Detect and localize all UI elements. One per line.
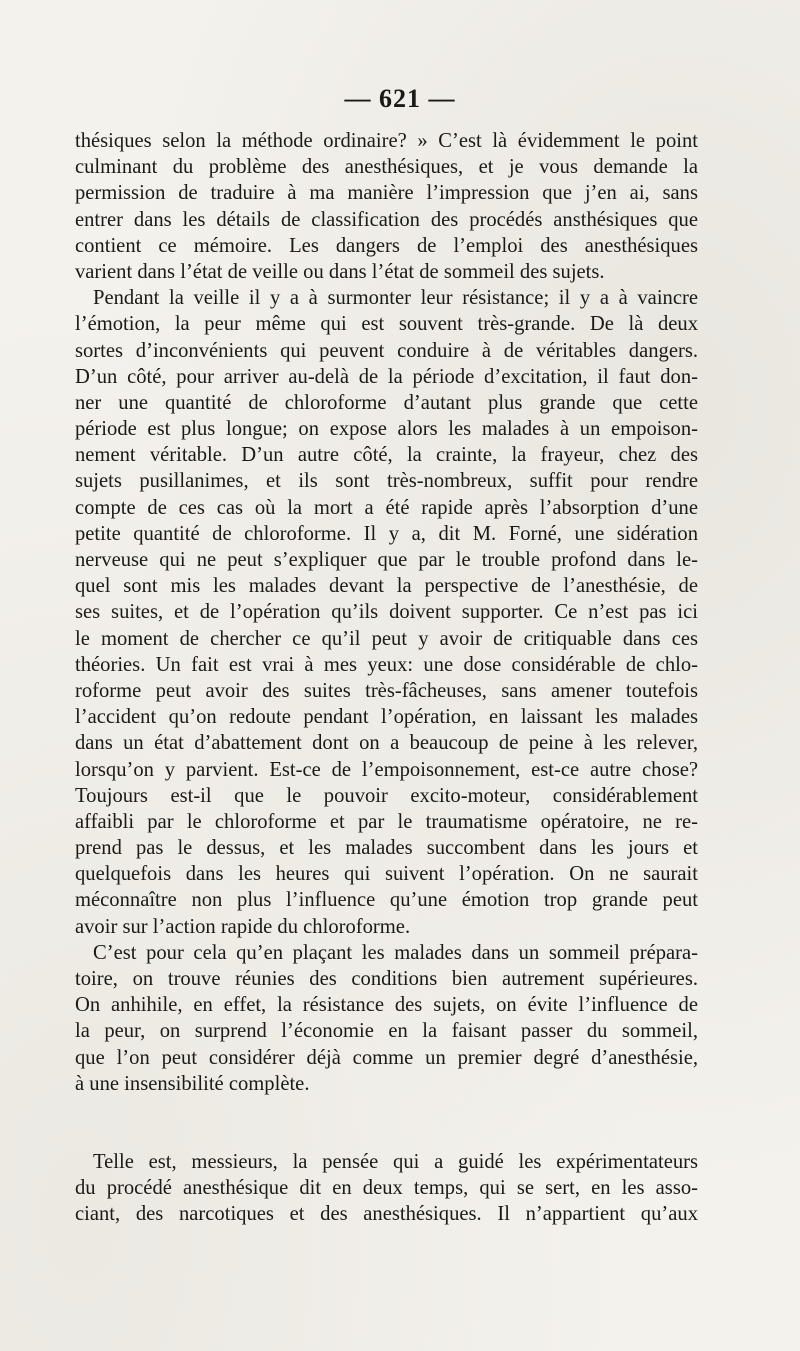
body-text (75, 128, 698, 1228)
text-line: nerveuse qui ne peut s’expliquer que par le trouble profond dans le- (75, 549, 698, 571)
text-line: entrer dans les détails de classification des procédés ansthésiques que (75, 208, 698, 231)
text-line: contient ce mémoire. Les dangers de l’emploi des anesthésiques (75, 234, 698, 257)
text-line: nement véritable. D’un autre côté, la crainte, la frayeur, chez des (75, 444, 698, 467)
text-line: avoir sur l’action rapide du chloroforme. (75, 915, 411, 938)
text-line: à une insensibilité complète. (75, 1072, 310, 1095)
text-line: quel sont mis les malades devant la perspective de l’anesthésie, de (75, 575, 698, 598)
text-line: prend pas le dessus, et les malades succombent dans les jours et (75, 837, 698, 860)
text-line: la peur, on surprend l’économie en la faisant passer du sommeil, (75, 1020, 698, 1043)
paragraph (75, 1149, 698, 1228)
text-line: ses suites, et de l’opération qu’ils doivent supporter. Ce n’est pas ici (75, 601, 698, 624)
text-line: thésiques selon la méthode ordinaire? » C’est là évidemment le point (75, 130, 698, 152)
text-line: Pendant la veille il y a à surmonter leur résistance; il y a à vaincre (93, 287, 698, 310)
text-line: permission de traduire à ma manière l’impression que j’en ai, sans (75, 182, 698, 205)
text-line: culminant du problème des anesthésiques, et je vous demande la (75, 156, 698, 179)
paragraph-gap (75, 1097, 698, 1149)
text-line: quelquefois dans les heures qui suivent l’opération. On ne saurait (75, 863, 698, 886)
text-line: période est plus longue; on expose alors les malades à un empoison- (75, 418, 698, 441)
paragraph (75, 940, 698, 1097)
text-line: ciant, des narcotiques et des anesthésiques. Il n’appartient qu’aux (75, 1203, 698, 1226)
text-line: petite quantité de chloroforme. Il y a, dit M. Forné, une sidération (75, 522, 698, 545)
text-line: Toujours est-il que le pouvoir excito-moteur, considérablement (75, 784, 698, 807)
text-line: affaibli par le chloroforme et par le traumatisme opératoire, ne re- (75, 810, 698, 833)
text-line: roforme peut avoir des suites très-fâcheuses, sans amener toutefois (75, 679, 698, 702)
text-line: théories. Un fait est vrai à mes yeux: une dose considérable de chlo- (75, 653, 698, 676)
text-line: l’accident qu’on redoute pendant l’opération, en laissant les malades (75, 706, 698, 729)
text-line: C’est pour cela qu’en plaçant les malades dans un sommeil prépara- (93, 941, 698, 964)
text-line: D’un côté, pour arriver au-delà de la période d’excitation, il faut don- (75, 365, 698, 388)
paragraph (75, 285, 698, 940)
text-line: le moment de chercher ce qu’il peut y avoir de critiquable dans ces (75, 627, 698, 650)
paragraph (75, 128, 698, 285)
text-line: l’émotion, la peur même qui est souvent très-grande. De là deux (75, 313, 698, 336)
text-line: méconnaître non plus l’influence qu’une émotion trop grande peut (75, 889, 698, 912)
text-line: sortes d’inconvénients qui peuvent conduire à de véritables dangers. (75, 339, 698, 362)
text-line: que l’on peut considérer déjà comme un premier degré d’anesthésie, (75, 1046, 698, 1069)
text-line: ner une quantité de chloroforme d’autant plus grande que cette (75, 391, 698, 414)
text-line: toire, on trouve réunies des conditions bien autrement supérieures. (75, 968, 698, 990)
text-line: Telle est, messieurs, la pensée qui a guidé les expérimentateurs (93, 1150, 698, 1173)
text-line: On anhihile, en effet, la résistance des sujets, on évite l’influence de (75, 994, 698, 1017)
text-line: sujets pusillanimes, et ils sont très-nombreux, suffit pour rendre (75, 470, 698, 493)
text-line: varient dans l’état de veille ou dans l’état de sommeil des sujets. (75, 260, 605, 283)
text-line: dans un état d’abattement dont on a beaucoup de peine à les relever, (75, 732, 698, 755)
text-line: compte de ces cas où la mort a été rapide après l’absorption d’une (75, 496, 698, 519)
text-line: du procédé anesthésique dit en deux temps, qui se sert, en les asso- (75, 1177, 698, 1200)
text-line: lorsqu’on y parvient. Est-ce de l’empoisonnement, est-ce autre chose? (75, 758, 698, 781)
page-number: — 621 — (344, 84, 456, 113)
